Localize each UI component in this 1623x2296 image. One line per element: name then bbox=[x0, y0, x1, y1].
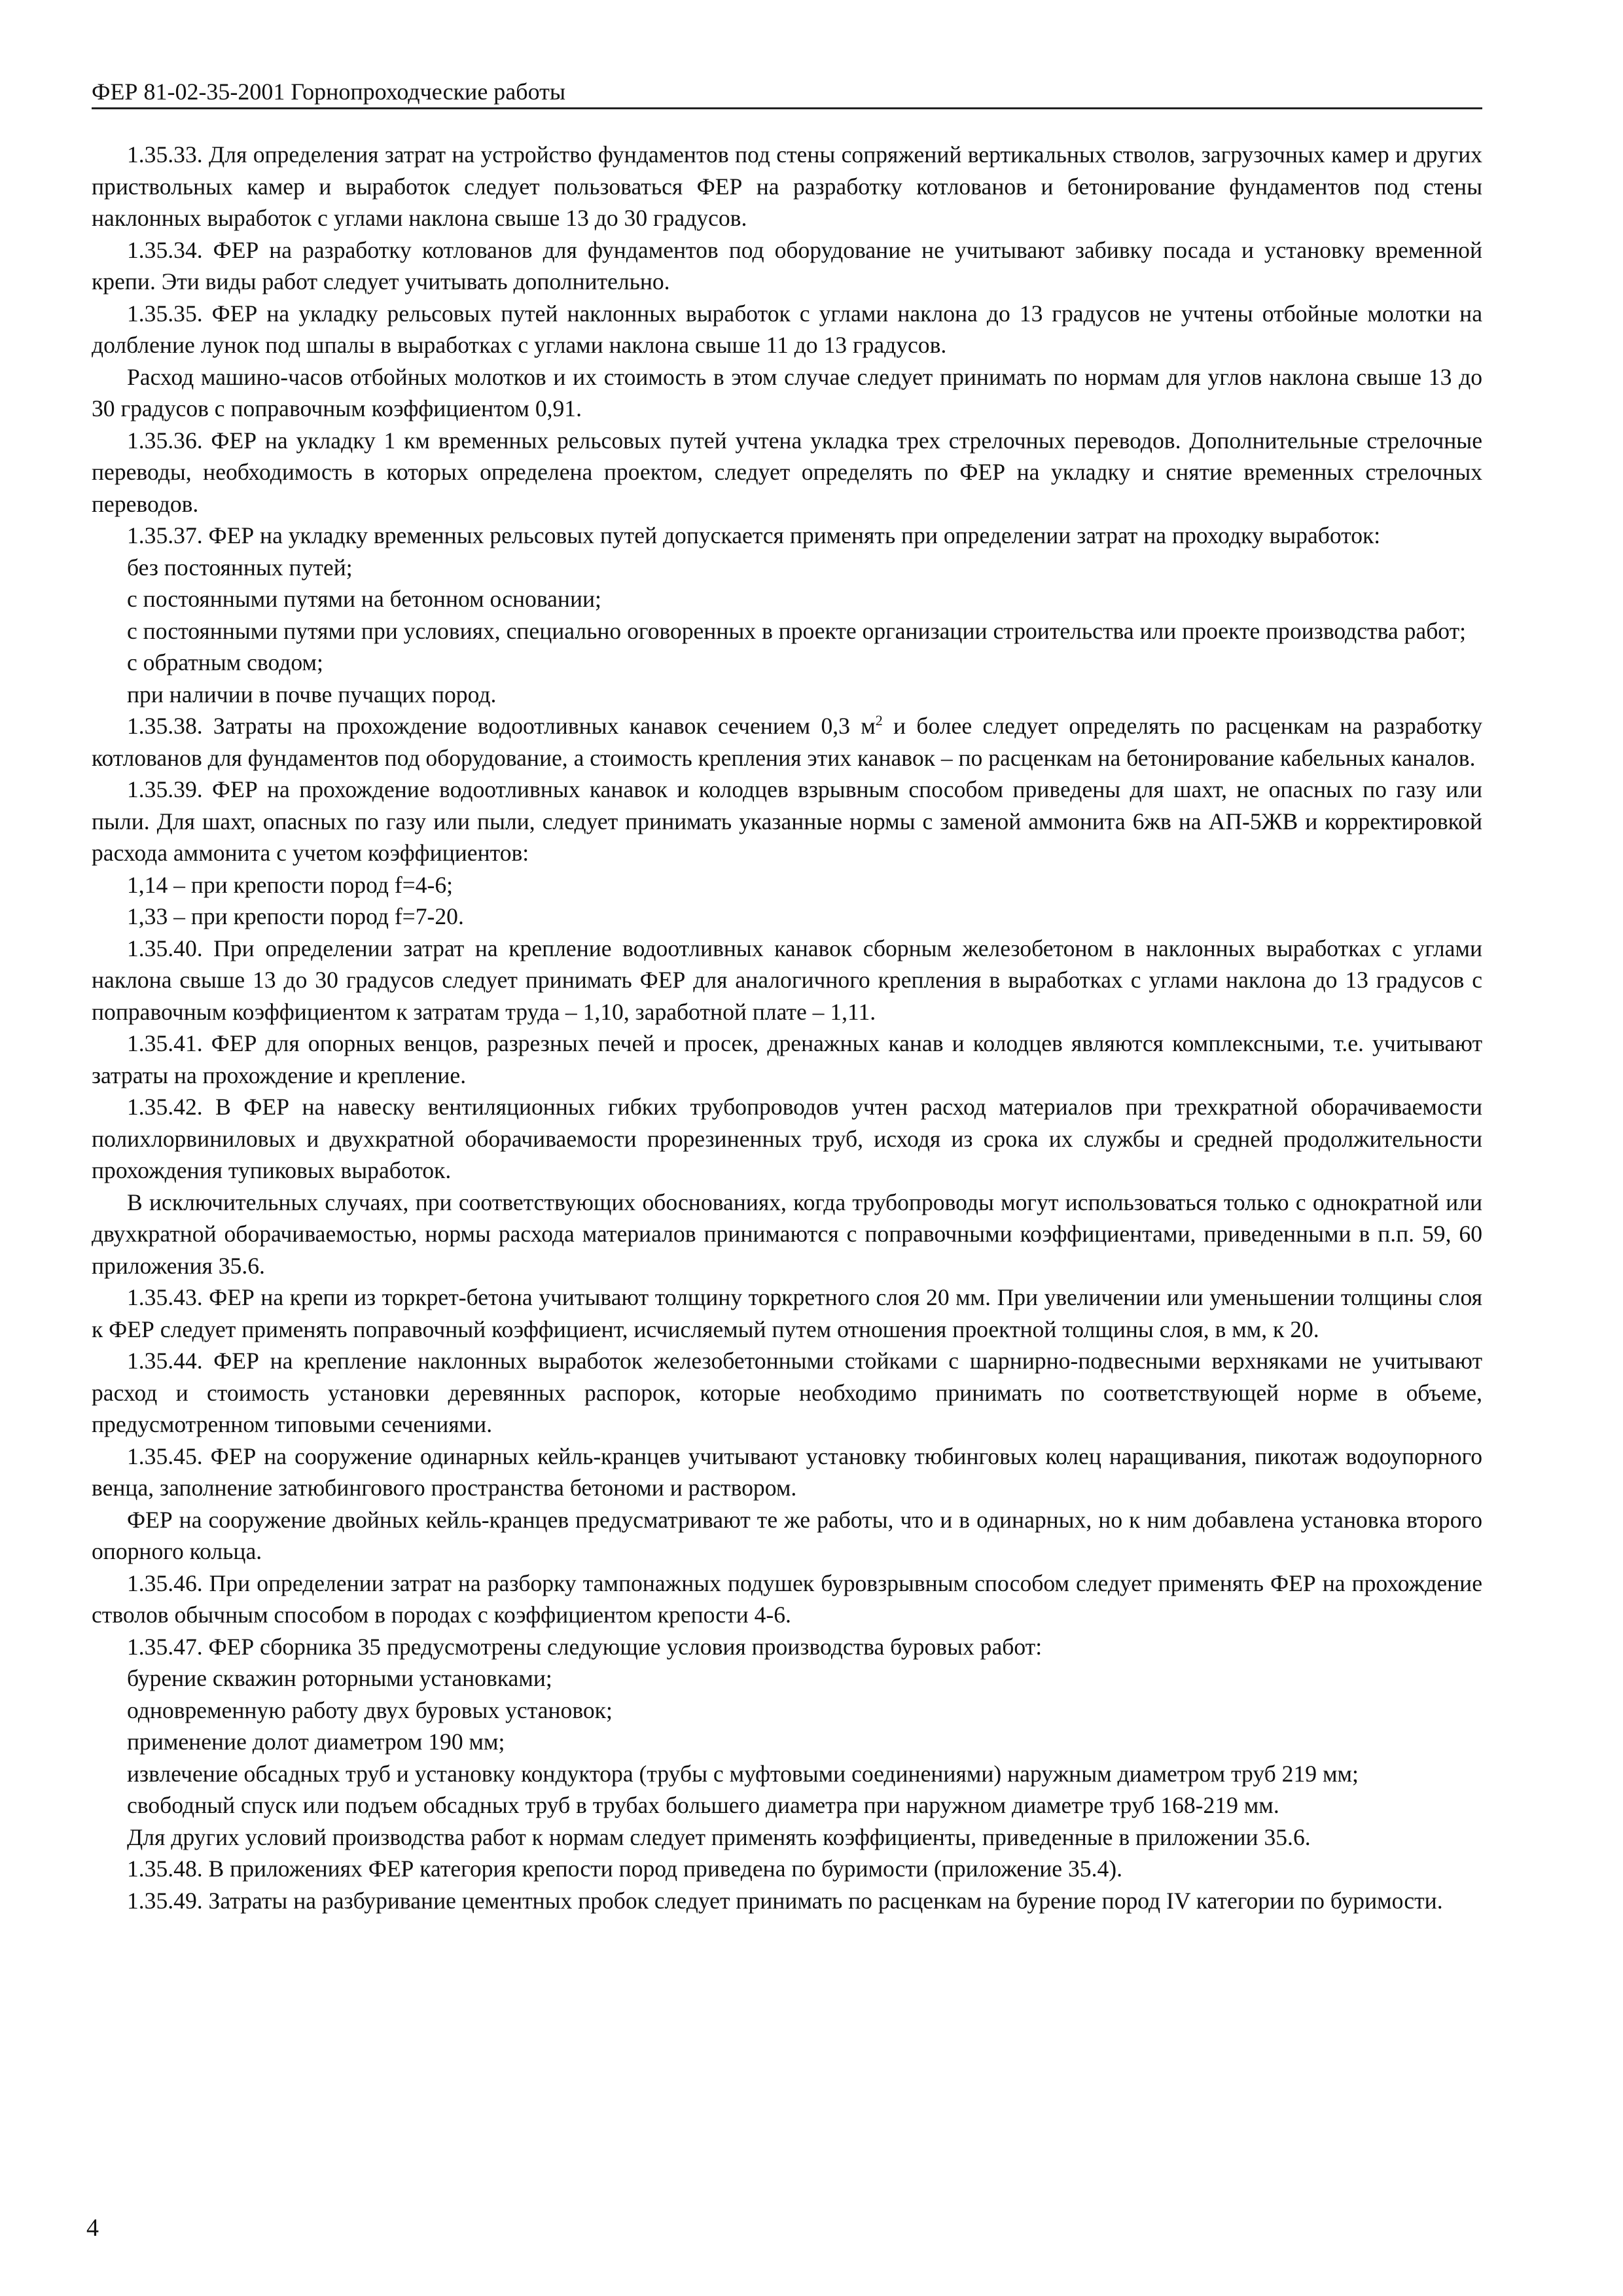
paragraph: 1.35.34. ФЕР на разработку котлованов для фундаментов под оборудование не учитывают забивку посада и установку временной крепи. Эти виды работ следует учитывать дополнительно. bbox=[92, 236, 1482, 295]
page-number: 4 bbox=[86, 2214, 99, 2242]
paragraph bbox=[92, 710, 1482, 774]
list-item: применение долот диаметром 190 мм; bbox=[127, 1729, 505, 1755]
paragraph: 1.35.45. ФЕР на сооружение одинарных кейль-кранцев учитывают установку тюбинговых колец наращивания, пикотаж водоупорного венца, заполнение затюбингового пространства бетономи и раствором. bbox=[92, 1443, 1482, 1501]
page-body bbox=[92, 139, 1482, 1916]
paragraph: 1.35.37. ФЕР на укладку временных рельсовых путей допускается применять при определении затрат на проходку выработок: bbox=[127, 522, 1381, 548]
paragraph: 1.35.44. ФЕР на крепление наклонных выработок железобетонными стойками с шарнирно-подвесными верхняками не учитывают расход и стоимость установки деревянных распорок, которые необходимо принимать по соответствующей норме в объеме, предусмотренном типовыми сечениями. bbox=[92, 1348, 1482, 1437]
paragraph: 1.35.41. ФЕР для опорных венцов, разрезных печей и просек, дренажных канав и колодцев являются комплексными, т.е. учитывают затраты на прохождение и крепление. bbox=[92, 1030, 1482, 1088]
paragraph-text: и более следует определять по расценкам на разработку котлованов для фундаментов под оборудование, а стоимость крепления этих канавок – по расценкам на бетонирование кабельных каналов. bbox=[92, 713, 1482, 771]
paragraph: 1.35.47. ФЕР сборника 35 предусмотрены следующие условия производства буровых работ: bbox=[127, 1633, 1043, 1660]
list-item: с постоянными путями при условиях, специально оговоренных в проекте организации строительства или проекте производства работ; bbox=[127, 617, 1467, 644]
list-item: с постоянными путями на бетонном основании; bbox=[127, 586, 601, 612]
paragraph: 1.35.40. При определении затрат на крепление водоотливных канавок сборным железобетоном в наклонных выработках с углами наклона свыше 13 до 30 градусов следует принимать ФЕР для аналогичного крепления в выработках с углами наклона до 13 градусов с поправочным коэффициентом к затратам труда – 1,10, заработной плате – 1,11. bbox=[92, 935, 1482, 1025]
paragraph: Расход машино-часов отбойных молотков и их стоимость в этом случае следует принимать по нормам для углов наклона свыше 13 до 30 градусов с поправочным коэффициентом 0,91. bbox=[92, 363, 1482, 422]
paragraph: 1.35.46. При определении затрат на разборку тампонажных подушек буровзрывным способом следует применять ФЕР на прохождение стволов обычным способом в породах с коэффициентом крепости 4-6. bbox=[92, 1570, 1482, 1628]
page-header bbox=[92, 77, 1482, 109]
list-item: 1,14 – при крепости пород f=4-6; bbox=[127, 871, 454, 898]
list-item: 1,33 – при крепости пород f=7-20. bbox=[127, 903, 464, 929]
list-item: одновременную работу двух буровых установок; bbox=[127, 1696, 613, 1723]
paragraph: 1.35.49. Затраты на разбуривание цементных пробок следует принимать по расценкам на бурение пород IV категории по буримости. bbox=[127, 1887, 1443, 1914]
paragraph: 1.35.43. ФЕР на крепи из торкрет-бетона учитывают толщину торкретного слоя 20 мм. При увеличении или уменьшении толщины слоя к ФЕР следует применять поправочный коэффициент, исчисляемый путем отношения проектной толщины слоя, в мм, к 20. bbox=[92, 1284, 1482, 1342]
paragraph: 1.35.42. В ФЕР на навеску вентиляционных гибких трубопроводов учтен расход материалов при трехкратной оборачиваемости полихлорвиниловых и двухкратной оборачиваемости прорезиненных труб, исходя из срока их службы и средней продолжительности прохождения тупиковых выработок. bbox=[92, 1094, 1482, 1183]
paragraph-text: 1.35.38. Затраты на прохождение водоотливных канавок сечением 0,3 м bbox=[127, 713, 876, 739]
paragraph: В исключительных случаях, при соответствующих обоснованиях, когда трубопроводы могут использоваться только с однократной или двухкратной оборачиваемостью, нормы расхода материалов принимаются с поправочными коэффициентами, приведенными в п.п. 59, 60 приложения 35.6. bbox=[92, 1189, 1482, 1279]
page-footer bbox=[86, 2214, 99, 2242]
paragraph: 1.35.48. В приложениях ФЕР категория крепости пород приведена по буримости (приложение 35.4). bbox=[127, 1856, 1122, 1882]
header-title: ФЕР 81-02-35-2001 Горнопроходческие работы bbox=[92, 79, 566, 105]
list-item: с обратным сводом; bbox=[127, 649, 323, 675]
paragraph: 1.35.39. ФЕР на прохождение водоотливных канавок и колодцев взрывным способом приведены для шахт, не опасных по газу или пыли. Для шахт, опасных по газу или пыли, следует принимать указанные нормы с заменой аммонита 6жв на АП-5ЖВ и корректировкой расхода аммонита с учетом коэффициентов: bbox=[92, 776, 1482, 866]
list-item: извлечение обсадных труб и установку кондуктора (трубы с муфтовыми соединениями) наружным диаметром труб 219 мм; bbox=[127, 1760, 1359, 1787]
paragraph: Для других условий производства работ к нормам следует применять коэффициенты, приведенные в приложении 35.6. bbox=[127, 1823, 1311, 1850]
list-item: без постоянных путей; bbox=[127, 554, 353, 581]
superscript: 2 bbox=[875, 712, 883, 729]
list-item: свободный спуск или подъем обсадных труб в трубах большего диаметра при наружном диаметре труб 168-219 мм. bbox=[127, 1792, 1279, 1818]
paragraph: 1.35.36. ФЕР на укладку 1 км временных рельсовых путей учтена укладка трех стрелочных переводов. Дополнительные стрелочные переводы, необходимость в которых определена проектом, следует определять по ФЕР на укладку и снятие временных стрелочных переводов. bbox=[92, 427, 1482, 517]
paragraph: 1.35.35. ФЕР на укладку рельсовых путей наклонных выработок с углами наклона до 13 градусов не учтены отбойные молотки на долбление лунок под шпалы в выработках с углами наклона свыше 11 до 13 градусов. bbox=[92, 300, 1482, 358]
list-item: бурение скважин роторными установками; bbox=[127, 1665, 552, 1691]
list-item: при наличии в почве пучащих пород. bbox=[127, 681, 497, 708]
paragraph: 1.35.33. Для определения затрат на устройство фундаментов под стены сопряжений вертикальных стволов, загрузочных камер и других приствольных камер и выработок следует пользоваться ФЕР на разработку котлованов и бетонирование фундаментов под стены наклонных выработок с углами наклона свыше 13 до 30 градусов. bbox=[92, 141, 1482, 231]
paragraph: ФЕР на сооружение двойных кейль-кранцев предусматривают те же работы, что и в одинарных, но к ним добавлена установка второго опорного кольца. bbox=[92, 1506, 1482, 1564]
